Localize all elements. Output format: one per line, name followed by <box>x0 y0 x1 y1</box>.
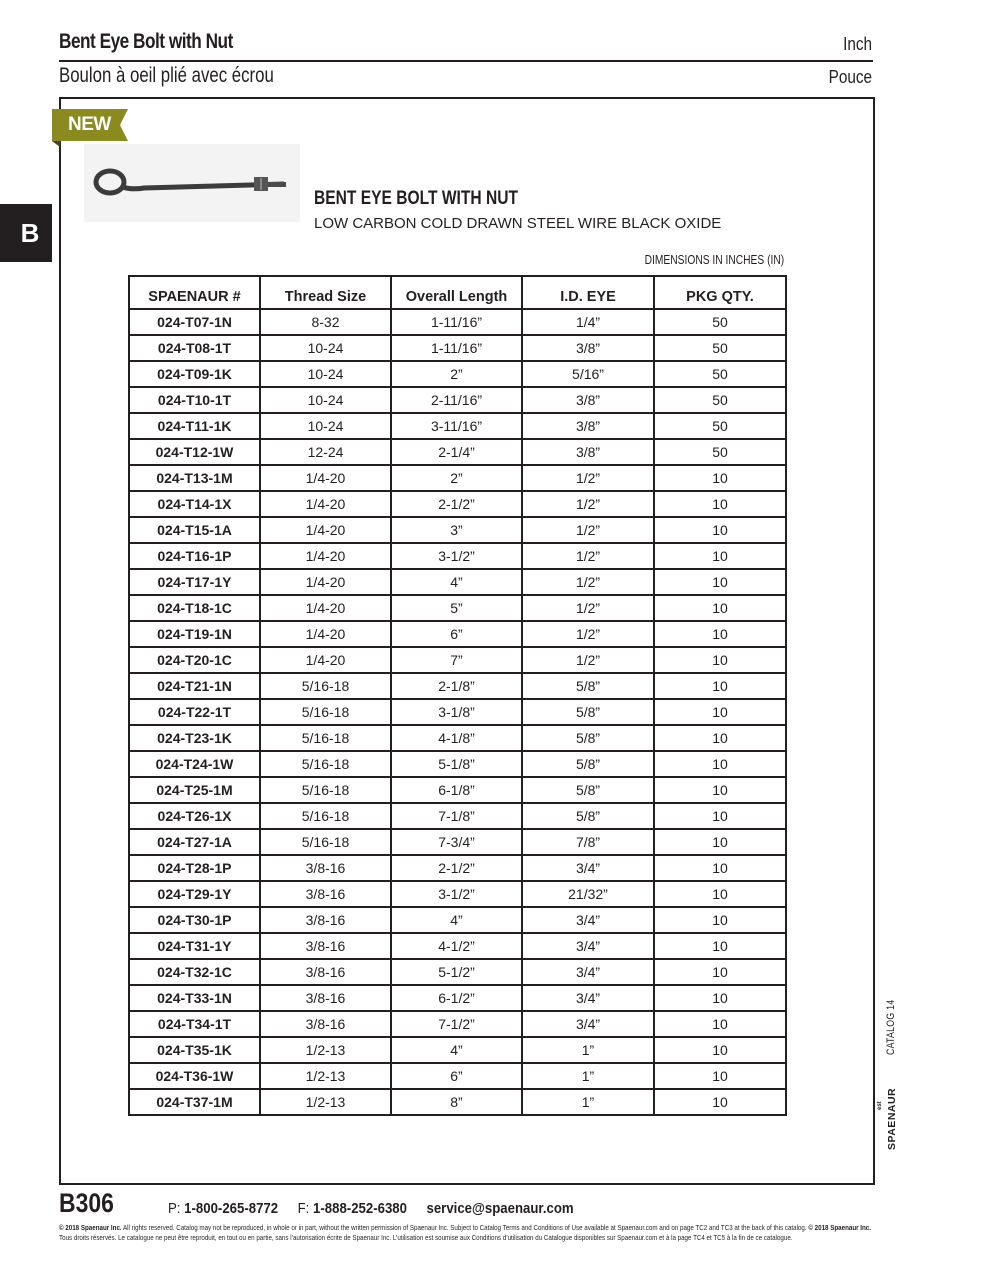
table-row <box>129 829 786 855</box>
overall-length-cell: 3-1/2” <box>391 881 522 907</box>
table-row <box>129 491 786 517</box>
part-number-cell: 024-T12-1W <box>129 439 260 465</box>
thread-size-cell: 3/8-16 <box>260 985 391 1011</box>
table-row <box>129 621 786 647</box>
thread-size-cell: 3/8-16 <box>260 881 391 907</box>
table-row <box>129 959 786 985</box>
overall-length-cell: 1-11/16” <box>391 335 522 361</box>
fax-label: F: <box>297 1200 310 1217</box>
table-row <box>129 439 786 465</box>
overall-length-cell: 5” <box>391 595 522 621</box>
thread-size-cell: 5/16-18 <box>260 673 391 699</box>
id-eye-cell: 1/2” <box>522 491 654 517</box>
pkg-qty-cell: 10 <box>654 1089 786 1115</box>
thread-size-cell: 10-24 <box>260 413 391 439</box>
table-row <box>129 647 786 673</box>
thread-size-cell: 5/16-18 <box>260 829 391 855</box>
pkg-qty-cell: 10 <box>654 1063 786 1089</box>
id-eye-cell: 3/4” <box>522 985 654 1011</box>
part-number-cell: 024-T07-1N <box>129 309 260 335</box>
table-row <box>129 517 786 543</box>
table-row <box>129 413 786 439</box>
overall-length-cell: 6-1/2” <box>391 985 522 1011</box>
part-number-cell: 024-T20-1C <box>129 647 260 673</box>
id-eye-cell: 5/8” <box>522 751 654 777</box>
pkg-qty-cell: 10 <box>654 491 786 517</box>
overall-length-cell: 7” <box>391 647 522 673</box>
id-eye-cell: 3/4” <box>522 1011 654 1037</box>
catalog-edition-label <box>885 965 897 1055</box>
part-number-cell: 024-T16-1P <box>129 543 260 569</box>
page-number: B306 <box>59 1188 114 1218</box>
table-row <box>129 465 786 491</box>
pkg-qty-cell: 10 <box>654 829 786 855</box>
pkg-qty-cell: 10 <box>654 959 786 985</box>
id-eye-cell: 1” <box>522 1063 654 1089</box>
part-number-cell: 024-T17-1Y <box>129 569 260 595</box>
part-number-cell: 024-T33-1N <box>129 985 260 1011</box>
pkg-qty-cell: 10 <box>654 1037 786 1063</box>
thread-size-cell: 3/8-16 <box>260 907 391 933</box>
pkg-qty-cell: 10 <box>654 907 786 933</box>
overall-length-cell: 2-1/8” <box>391 673 522 699</box>
thread-size-cell: 3/8-16 <box>260 1011 391 1037</box>
table-row <box>129 777 786 803</box>
id-eye-cell: 3/4” <box>522 959 654 985</box>
brand-logo: SPAENAUR <box>886 1087 898 1150</box>
legal-en-text: All rights reserved. Catalog may not be reproduced, in whole or in part, without the written permission of Spaenaur Inc. Subject to Catalog Terms and Conditions of Use available at Spaenaur.com and on page TC2 and TC3 at the back of this catalog. <box>121 1223 809 1232</box>
overall-length-cell: 4” <box>391 907 522 933</box>
pkg-qty-cell: 50 <box>654 439 786 465</box>
overall-length-cell: 7-1/8” <box>391 803 522 829</box>
table-row <box>129 855 786 881</box>
table-row <box>129 1063 786 1089</box>
new-badge <box>52 109 128 141</box>
thread-size-cell: 10-24 <box>260 335 391 361</box>
product-description: LOW CARBON COLD DRAWN STEEL WIRE BLACK OXIDE <box>314 215 722 232</box>
phone-label: P: <box>168 1200 181 1217</box>
thread-size-cell: 1/4-20 <box>260 569 391 595</box>
pkg-qty-cell: 50 <box>654 387 786 413</box>
page-title-french: Boulon à oeil plié avec écrou <box>59 64 274 87</box>
fax-number: 1-888-252-6380 <box>313 1200 407 1217</box>
part-number-cell: 024-T15-1A <box>129 517 260 543</box>
overall-length-cell: 7-1/2” <box>391 1011 522 1037</box>
id-eye-cell: 3/8” <box>522 387 654 413</box>
id-eye-cell: 21/32” <box>522 881 654 907</box>
id-eye-cell: 1/2” <box>522 595 654 621</box>
id-eye-cell: 1/4” <box>522 309 654 335</box>
thread-size-cell: 1/4-20 <box>260 465 391 491</box>
part-number-cell: 024-T25-1M <box>129 777 260 803</box>
part-number-cell: 024-T14-1X <box>129 491 260 517</box>
part-number-cell: 024-T10-1T <box>129 387 260 413</box>
table-row <box>129 751 786 777</box>
overall-length-cell: 4-1/2” <box>391 933 522 959</box>
id-eye-cell: 5/8” <box>522 803 654 829</box>
id-eye-cell: 3/8” <box>522 439 654 465</box>
table-row <box>129 907 786 933</box>
thread-size-cell: 1/2-13 <box>260 1037 391 1063</box>
table-row <box>129 1011 786 1037</box>
pkg-qty-cell: 10 <box>654 881 786 907</box>
legal-fr-text: Tous droits réservés. Le catalogue ne peut être reproduit, en tout ou en partie, sans l’autorisation écrite de Spaenaur Inc. L’utilisation est soumise aux Conditions d’utilisation du Catalogue disponibles sur Spaenaur.com et à la page TC4 et TC5 à la fin de ce catalogue. <box>59 1232 793 1242</box>
pkg-qty-cell: 10 <box>654 673 786 699</box>
thread-size-cell: 1/2-13 <box>260 1089 391 1115</box>
pkg-qty-cell: 50 <box>654 309 786 335</box>
overall-length-cell: 3” <box>391 517 522 543</box>
overall-length-cell: 2-1/4” <box>391 439 522 465</box>
overall-length-cell: 5-1/2” <box>391 959 522 985</box>
thread-size-cell: 5/16-18 <box>260 699 391 725</box>
table-header-row <box>129 276 786 309</box>
table-row <box>129 361 786 387</box>
thread-size-cell: 5/16-18 <box>260 751 391 777</box>
pkg-qty-cell: 10 <box>654 647 786 673</box>
part-number-cell: 024-T32-1C <box>129 959 260 985</box>
thread-size-cell: 1/2-13 <box>260 1063 391 1089</box>
overall-length-cell: 3-1/2” <box>391 543 522 569</box>
part-number-cell: 024-T37-1M <box>129 1089 260 1115</box>
thread-size-cell: 3/8-16 <box>260 959 391 985</box>
table-row <box>129 803 786 829</box>
pkg-qty-cell: 10 <box>654 777 786 803</box>
part-number-cell: 024-T36-1W <box>129 1063 260 1089</box>
pkg-qty-cell: 10 <box>654 985 786 1011</box>
table-row <box>129 933 786 959</box>
overall-length-cell: 7-3/4” <box>391 829 522 855</box>
part-number-cell: 024-T19-1N <box>129 621 260 647</box>
overall-length-cell: 1-11/16” <box>391 309 522 335</box>
pkg-qty-cell: 10 <box>654 569 786 595</box>
id-eye-cell: 3/8” <box>522 413 654 439</box>
table-row <box>129 725 786 751</box>
legal-en-bold: © 2018 Spaenaur Inc. <box>59 1223 122 1232</box>
part-number-cell: 024-T28-1P <box>129 855 260 881</box>
overall-length-cell: 3-1/8” <box>391 699 522 725</box>
pkg-qty-cell: 10 <box>654 699 786 725</box>
id-eye-cell: 5/8” <box>522 699 654 725</box>
table-row <box>129 881 786 907</box>
id-eye-cell: 3/4” <box>522 907 654 933</box>
id-eye-cell: 1” <box>522 1037 654 1063</box>
overall-length-cell: 2-11/16” <box>391 387 522 413</box>
table-row <box>129 595 786 621</box>
overall-length-cell: 2” <box>391 361 522 387</box>
id-eye-cell: 3/4” <box>522 933 654 959</box>
part-number-cell: 024-T21-1N <box>129 673 260 699</box>
thread-size-cell: 1/4-20 <box>260 621 391 647</box>
pkg-qty-cell: 10 <box>654 751 786 777</box>
dimensions-note: DIMENSIONS IN INCHES (IN) <box>644 253 784 267</box>
id-eye-cell: 1/2” <box>522 543 654 569</box>
part-number-cell: 024-T08-1T <box>129 335 260 361</box>
thread-size-cell: 8-32 <box>260 309 391 335</box>
pkg-qty-cell: 10 <box>654 933 786 959</box>
part-number-cell: 024-T24-1W <box>129 751 260 777</box>
email-link[interactable]: service@spaenaur.com <box>426 1200 574 1217</box>
thread-size-cell: 1/4-20 <box>260 647 391 673</box>
thread-size-cell: 1/4-20 <box>260 595 391 621</box>
part-number-cell: 024-T13-1M <box>129 465 260 491</box>
unit-label-french: Pouce <box>828 67 872 87</box>
pkg-qty-cell: 10 <box>654 725 786 751</box>
id-eye-cell: 1/2” <box>522 569 654 595</box>
id-eye-cell: 1/2” <box>522 647 654 673</box>
section-tab <box>0 204 52 262</box>
overall-length-cell: 5-1/8” <box>391 751 522 777</box>
part-number-cell: 024-T34-1T <box>129 1011 260 1037</box>
overall-length-cell: 4” <box>391 1037 522 1063</box>
table-row <box>129 335 786 361</box>
overall-length-cell: 8” <box>391 1089 522 1115</box>
overall-length-cell: 2” <box>391 465 522 491</box>
spec-table <box>128 275 787 1116</box>
table-row <box>129 985 786 1011</box>
thread-size-cell: 10-24 <box>260 361 391 387</box>
table-row <box>129 569 786 595</box>
legal-notice <box>59 1223 872 1242</box>
part-number-cell: 024-T11-1K <box>129 413 260 439</box>
overall-length-cell: 6” <box>391 1063 522 1089</box>
column-header-id-eye: I.D. EYE <box>522 276 654 309</box>
id-eye-cell: 7/8” <box>522 829 654 855</box>
overall-length-cell: 2-1/2” <box>391 491 522 517</box>
id-eye-cell: 1/2” <box>522 621 654 647</box>
id-eye-cell: 3/4” <box>522 855 654 881</box>
part-number-cell: 024-T09-1K <box>129 361 260 387</box>
overall-length-cell: 4” <box>391 569 522 595</box>
part-number-cell: 024-T30-1P <box>129 907 260 933</box>
column-header-overall-length: Overall Length <box>391 276 522 309</box>
overall-length-cell: 6” <box>391 621 522 647</box>
legal-fr-bold: © 2018 Spaenaur Inc. <box>808 1223 871 1232</box>
part-number-cell: 024-T35-1K <box>129 1037 260 1063</box>
part-number-cell: 024-T27-1A <box>129 829 260 855</box>
overall-length-cell: 6-1/8” <box>391 777 522 803</box>
thread-size-cell: 1/4-20 <box>260 491 391 517</box>
pkg-qty-cell: 10 <box>654 595 786 621</box>
pkg-qty-cell: 50 <box>654 413 786 439</box>
pkg-qty-cell: 10 <box>654 1011 786 1037</box>
pkg-qty-cell: 10 <box>654 465 786 491</box>
table-row <box>129 543 786 569</box>
section-tab-label: B <box>20 218 40 248</box>
thread-size-cell: 3/8-16 <box>260 933 391 959</box>
table-row <box>129 1089 786 1115</box>
table-row <box>129 387 786 413</box>
part-number-cell: 024-T18-1C <box>129 595 260 621</box>
thread-size-cell: 10-24 <box>260 387 391 413</box>
thread-size-cell: 1/4-20 <box>260 517 391 543</box>
id-eye-cell: 1/2” <box>522 465 654 491</box>
overall-length-cell: 4-1/8” <box>391 725 522 751</box>
column-header-thread-size: Thread Size <box>260 276 391 309</box>
thread-size-cell: 1/4-20 <box>260 543 391 569</box>
pkg-qty-cell: 10 <box>654 855 786 881</box>
catalog-edition-text: CATALOG 14 <box>885 999 897 1055</box>
phone-number[interactable]: 1-800-265-8772 <box>184 1200 279 1217</box>
unit-label: Inch <box>843 34 872 54</box>
table-row <box>129 699 786 725</box>
thread-size-cell: 5/16-18 <box>260 777 391 803</box>
pkg-qty-cell: 10 <box>654 803 786 829</box>
column-header-pkg-qty: PKG QTY. <box>654 276 786 309</box>
bent-eye-bolt-image <box>84 144 300 222</box>
overall-length-cell: 2-1/2” <box>391 855 522 881</box>
thread-size-cell: 5/16-18 <box>260 725 391 751</box>
id-eye-cell: 1/2” <box>522 517 654 543</box>
part-number-cell: 024-T26-1X <box>129 803 260 829</box>
contact-line <box>168 1200 574 1217</box>
pkg-qty-cell: 50 <box>654 361 786 387</box>
id-eye-cell: 5/16” <box>522 361 654 387</box>
page-title: Bent Eye Bolt with Nut <box>59 30 233 53</box>
pkg-qty-cell: 10 <box>654 543 786 569</box>
id-eye-cell: 1” <box>522 1089 654 1115</box>
pkg-qty-cell: 10 <box>654 621 786 647</box>
product-name: BENT EYE BOLT WITH NUT <box>314 188 518 209</box>
thread-size-cell: 12-24 <box>260 439 391 465</box>
table-row <box>129 1037 786 1063</box>
id-eye-cell: 5/8” <box>522 725 654 751</box>
new-badge-label: NEW <box>68 114 111 135</box>
part-number-cell: 024-T22-1T <box>129 699 260 725</box>
header-divider <box>59 60 873 62</box>
pkg-qty-cell: 50 <box>654 335 786 361</box>
part-number-cell: 024-T23-1K <box>129 725 260 751</box>
part-number-cell: 024-T31-1Y <box>129 933 260 959</box>
id-eye-cell: 5/8” <box>522 777 654 803</box>
id-eye-cell: 5/8” <box>522 673 654 699</box>
id-eye-cell: 3/8” <box>522 335 654 361</box>
part-number-cell: 024-T29-1Y <box>129 881 260 907</box>
table-row <box>129 673 786 699</box>
pkg-qty-cell: 10 <box>654 517 786 543</box>
thread-size-cell: 5/16-18 <box>260 803 391 829</box>
thread-size-cell: 3/8-16 <box>260 855 391 881</box>
brand-est-mark: est <box>877 1101 883 1110</box>
overall-length-cell: 3-11/16” <box>391 413 522 439</box>
column-header-part-number: SPAENAUR # <box>129 276 260 309</box>
table-row <box>129 309 786 335</box>
